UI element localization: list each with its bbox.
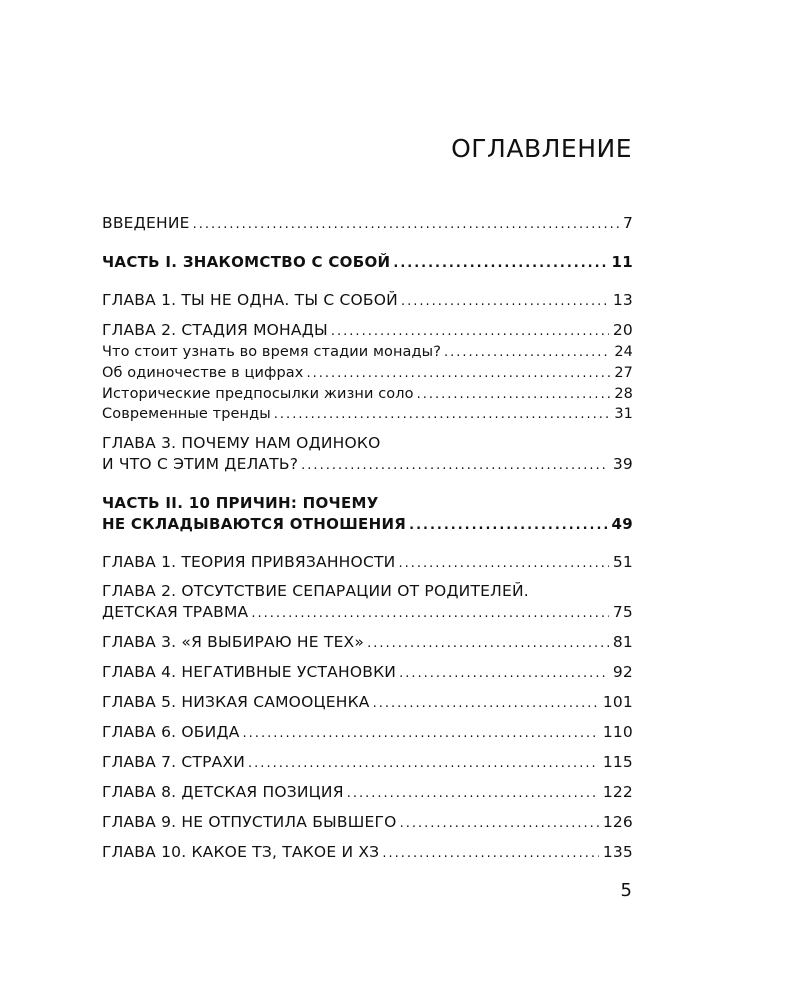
dot-leader	[393, 254, 607, 274]
dot-leader	[417, 385, 611, 405]
page-title: ОГЛАВЛЕНИЕ	[451, 134, 632, 163]
toc-entry[interactable]	[102, 782, 633, 804]
toc-entry[interactable]	[102, 404, 633, 425]
toc-entry-label: ЧАСТЬ I. ЗНАКОМСТВО С СОБОЙ	[102, 253, 391, 271]
dot-leader	[401, 292, 609, 312]
toc-entry-page: 135	[602, 843, 633, 861]
dot-leader	[331, 322, 609, 342]
toc-entry-label: ГЛАВА 10. КАКОЕ ТЗ, ТАКОЕ И ХЗ	[102, 843, 380, 861]
toc-entry-page: 75	[612, 603, 633, 621]
dot-leader	[274, 405, 611, 425]
dot-leader	[399, 664, 609, 684]
toc-entry-page: 126	[602, 813, 633, 831]
toc-entry-label: ГЛАВА 9. НЕ ОТПУСТИЛА БЫВШЕГО	[102, 813, 397, 831]
toc-entry-label: НЕ СКЛАДЫВАЮТСЯ ОТНОШЕНИЯ	[102, 515, 407, 533]
dot-leader	[301, 456, 609, 476]
toc-entry[interactable]	[102, 552, 633, 574]
toc-entry-page: 11	[611, 253, 633, 271]
toc-entry-label: ГЛАВА 5. НИЗКАЯ САМООЦЕНКА	[102, 693, 370, 711]
dot-leader	[243, 724, 599, 744]
toc-entry[interactable]	[102, 842, 633, 864]
toc-entry[interactable]	[102, 722, 633, 744]
toc-entry-page: 122	[602, 783, 633, 801]
toc-entry[interactable]	[102, 602, 633, 624]
toc-entry-first-line: ГЛАВА 2. ОТСУТСТВИЕ СЕПАРАЦИИ ОТ РОДИТЕЛЕЙ.	[102, 582, 529, 600]
toc-entry[interactable]	[102, 213, 633, 235]
toc-entry-label: Современные тренды	[102, 406, 271, 422]
dot-leader	[347, 784, 599, 804]
toc-entry-label: ГЛАВА 1. ТЫ НЕ ОДНА. ТЫ С СОБОЙ	[102, 291, 398, 309]
toc-entry-page: 51	[612, 553, 633, 571]
toc-entry-page: 110	[602, 723, 633, 741]
page-number: 5	[620, 880, 632, 901]
toc-entry-label: ГЛАВА 7. СТРАХИ	[102, 753, 246, 771]
toc-entry-page: 92	[612, 663, 633, 681]
toc-entry[interactable]	[102, 812, 633, 834]
dot-leader	[248, 754, 599, 774]
toc-entry-page: 24	[614, 344, 633, 360]
toc-entry-page: 13	[612, 291, 633, 309]
toc-entry-page: 7	[622, 214, 633, 232]
toc-entry-label: ГЛАВА 1. ТЕОРИЯ ПРИВЯЗАННОСТИ	[102, 553, 396, 571]
toc-entry-label: Что стоит узнать во время стадии монады?	[102, 344, 441, 360]
dot-leader	[251, 604, 609, 624]
toc-entry[interactable]	[102, 290, 633, 312]
toc-entry-page: 39	[612, 455, 633, 473]
toc-entry-page: 28	[614, 386, 633, 402]
dot-leader	[367, 634, 609, 654]
toc-entry-label: ГЛАВА 6. ОБИДА	[102, 723, 240, 741]
toc-entry-first-line: ЧАСТЬ II. 10 ПРИЧИН: ПОЧЕМУ	[102, 494, 379, 512]
toc-entry-page: 20	[612, 321, 633, 339]
toc-entry-label: ВВЕДЕНИЕ	[102, 214, 190, 232]
toc-entry[interactable]	[102, 320, 633, 342]
dot-leader	[400, 814, 599, 834]
toc-entry-label: ГЛАВА 4. НЕГАТИВНЫЕ УСТАНОВКИ	[102, 663, 397, 681]
toc-entry-label: ДЕТСКАЯ ТРАВМА	[102, 603, 249, 621]
toc-entry-label: И ЧТО С ЭТИМ ДЕЛАТЬ?	[102, 455, 299, 473]
toc-entry-label: ГЛАВА 2. СТАДИЯ МОНАДЫ	[102, 321, 328, 339]
toc-entry[interactable]	[102, 692, 633, 714]
toc-entry-page: 27	[614, 365, 633, 381]
toc-entry[interactable]	[102, 252, 633, 274]
toc-entry[interactable]	[102, 662, 633, 684]
dot-leader	[444, 343, 610, 363]
toc-entry-page: 31	[614, 406, 633, 422]
toc-entry[interactable]	[102, 342, 633, 363]
toc-entry[interactable]	[102, 454, 633, 476]
dot-leader	[382, 844, 598, 864]
dot-leader	[409, 516, 607, 536]
toc-entry-page: 49	[611, 515, 633, 533]
toc-entry-page: 115	[602, 753, 633, 771]
toc-entry-page: 81	[612, 633, 633, 651]
toc-entry-label: ГЛАВА 3. «Я ВЫБИРАЮ НЕ ТЕХ»	[102, 633, 365, 651]
dot-leader	[373, 694, 599, 714]
toc-entry-label: ГЛАВА 8. ДЕТСКАЯ ПОЗИЦИЯ	[102, 783, 344, 801]
dot-leader	[193, 215, 619, 235]
toc-entry[interactable]	[102, 514, 633, 536]
toc-entry-label: Исторические предпосылки жизни соло	[102, 386, 414, 402]
dot-leader	[398, 554, 608, 574]
dot-leader	[306, 364, 610, 384]
toc-entry[interactable]	[102, 752, 633, 774]
toc-entry[interactable]	[102, 384, 633, 405]
toc-entry[interactable]	[102, 363, 633, 384]
toc-entry-page: 101	[602, 693, 633, 711]
toc-entry-label: Об одиночестве в цифрах	[102, 365, 304, 381]
toc-entry-first-line: ГЛАВА 3. ПОЧЕМУ НАМ ОДИНОКО	[102, 434, 381, 452]
toc-entry[interactable]	[102, 632, 633, 654]
